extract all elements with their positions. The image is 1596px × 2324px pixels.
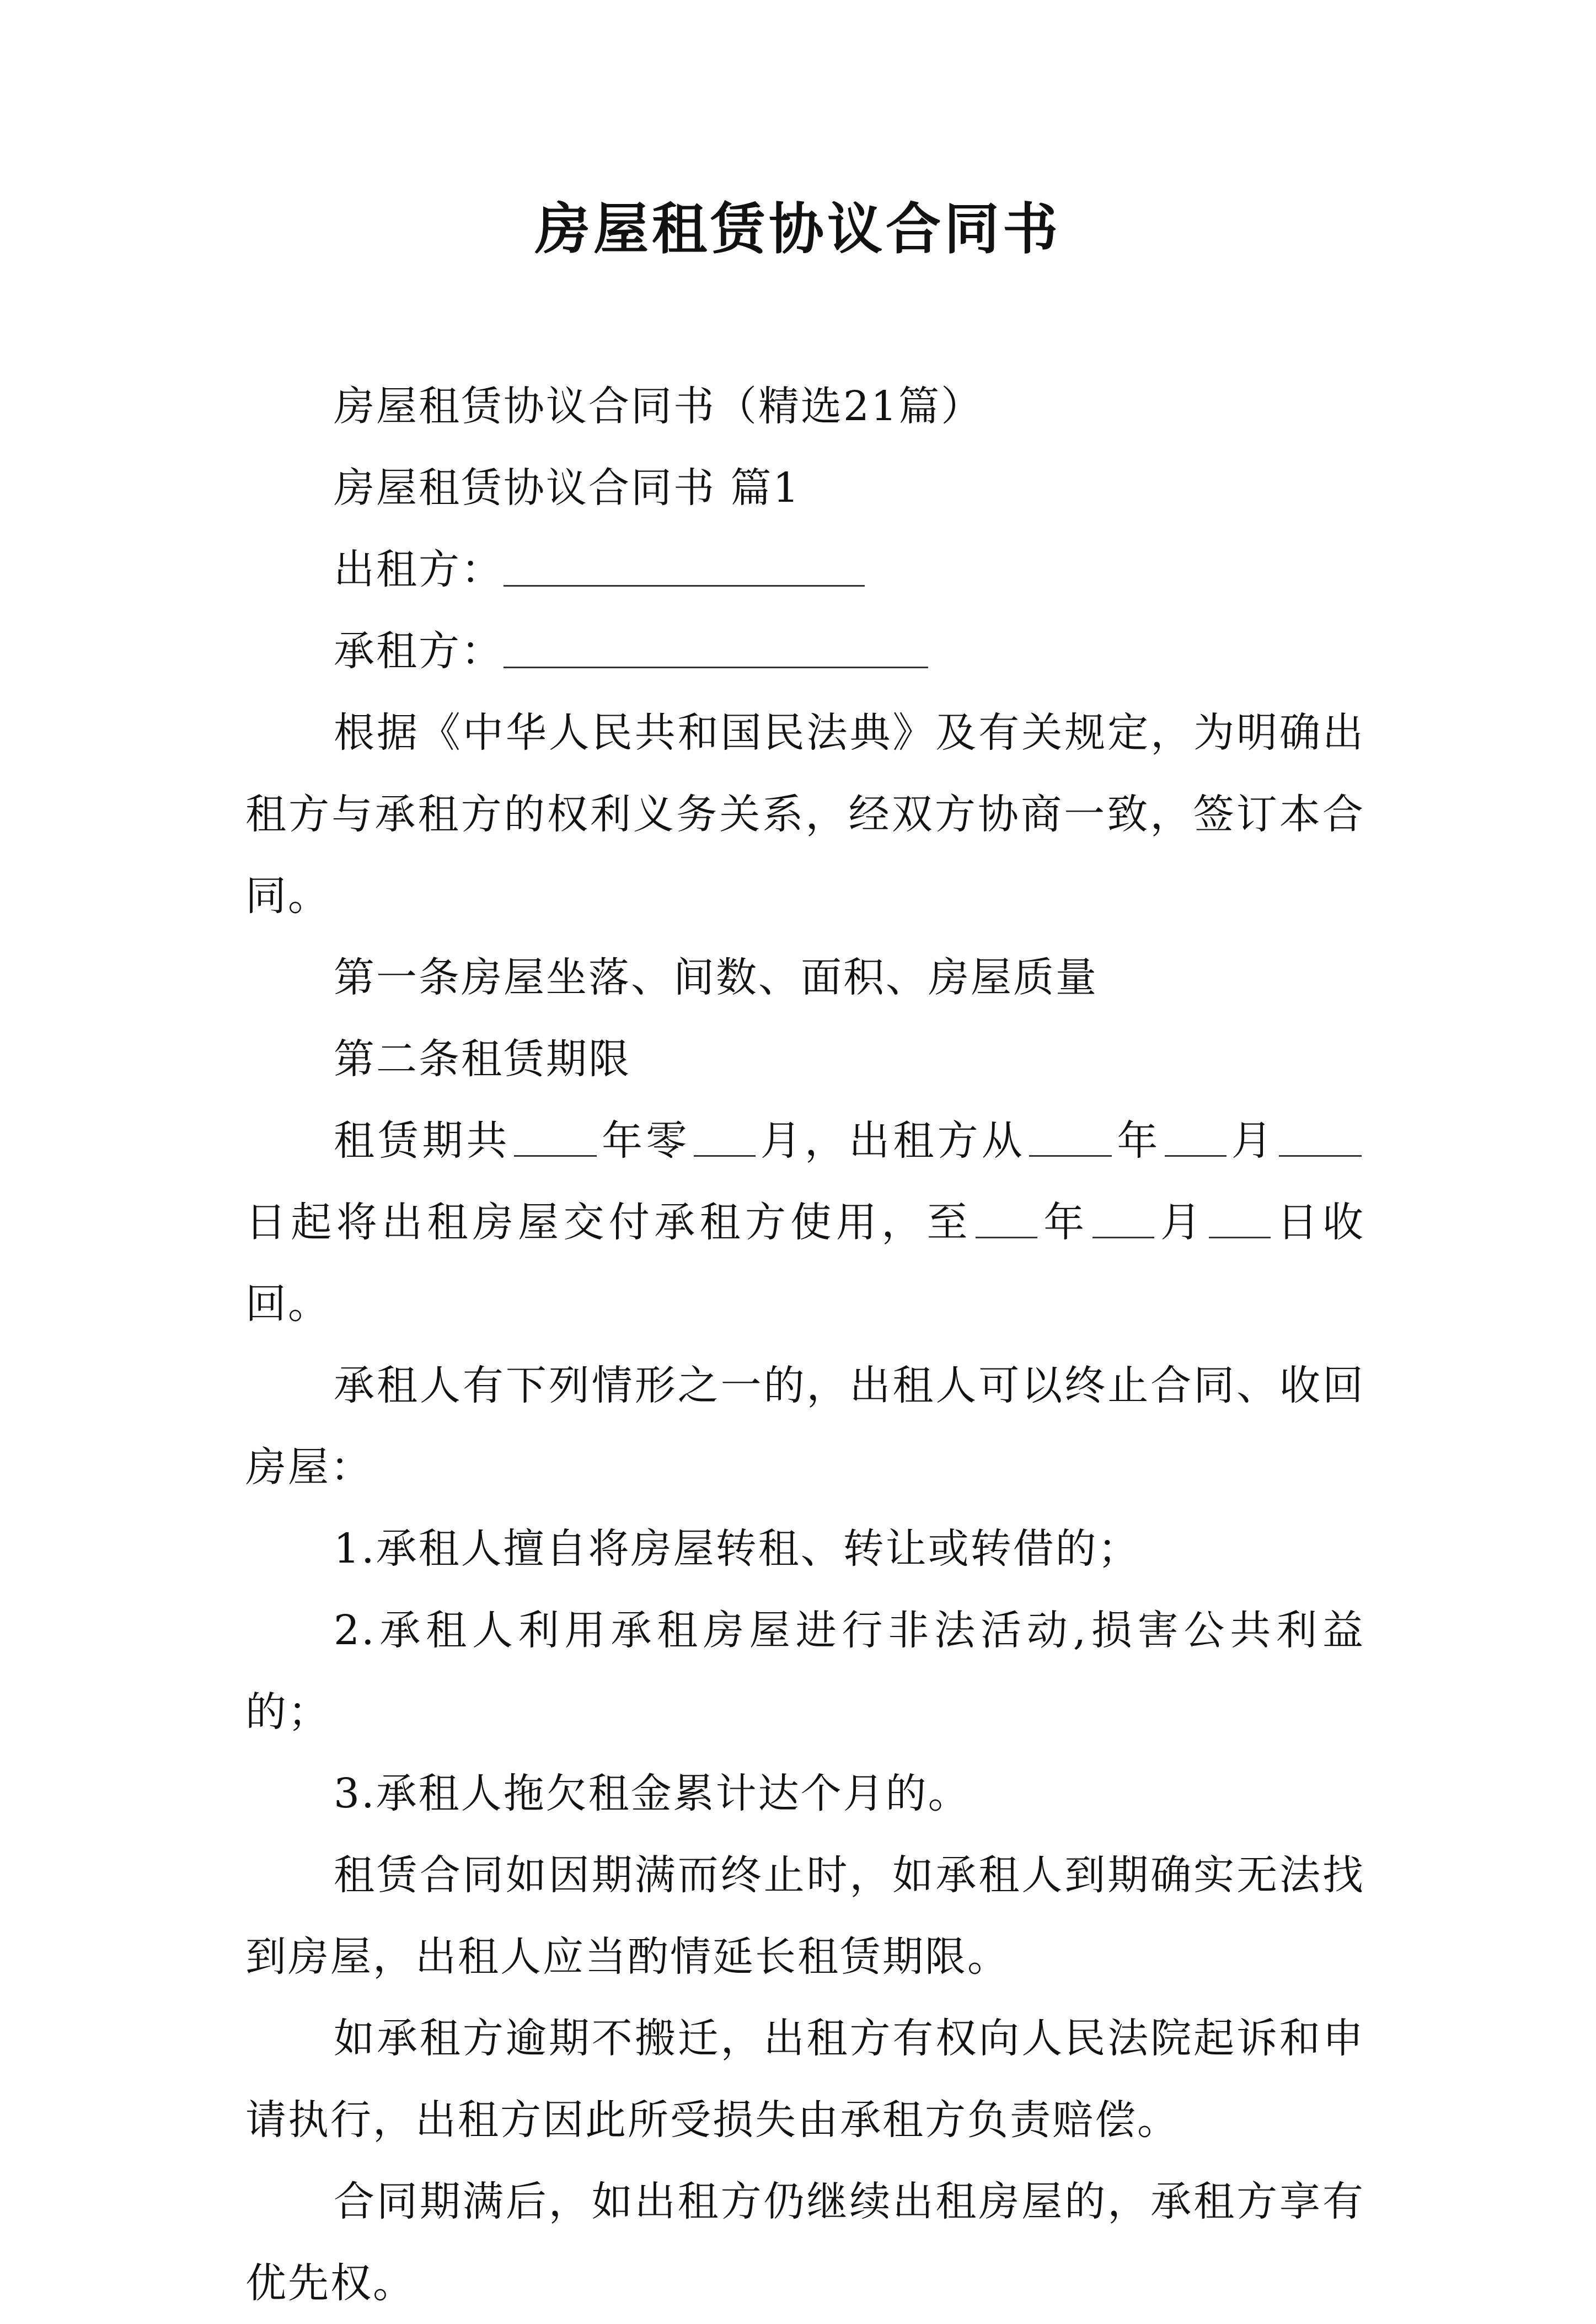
termination-item-2: 2.承租人利用承租房屋进行非法活动,损害公共利益的； <box>245 1607 1365 1736</box>
lease-term-text: 月，出租方从 <box>758 1117 1026 1164</box>
lease-term-text: 月 <box>1157 1199 1206 1246</box>
blank-end-month <box>1092 1200 1154 1238</box>
blank-months <box>694 1119 756 1157</box>
lessor-line <box>245 529 1365 610</box>
blank-start-year <box>1029 1119 1112 1157</box>
document-body <box>245 366 1365 2324</box>
termination-item-1: 1.承租人擅自将房屋转租、转让或转借的； <box>334 1525 1140 1572</box>
lessee-line <box>245 610 1365 692</box>
termination-intro: 承租人有下列情形之一的，出租人可以终止合同、收回房屋： <box>245 1362 1365 1491</box>
overdue-paragraph: 如承租方逾期不搬迁，出租方有权向人民法院起诉和申请执行，出租方因此所受损失由承租方负责赔偿。 <box>245 2015 1365 2144</box>
blank-end-year <box>976 1200 1037 1238</box>
document-title: 房屋租赁协议合同书 <box>535 196 1061 261</box>
blank-end-day <box>1209 1200 1271 1238</box>
expiry-paragraph: 租赁合同如因期满而终止时，如承租人到期确实无法找到房屋，出租人应当酌情延长租赁期限。 <box>245 1851 1365 1981</box>
termination-item-3: 3.承租人拖欠租金累计达个月的。 <box>334 1770 971 1817</box>
blank-years <box>514 1119 597 1157</box>
lease-term-text: 租赁期共 <box>334 1117 511 1164</box>
priority-paragraph: 合同期满后，如出租方仍继续出租房屋的，承租方享有优先权。 <box>245 2178 1365 2307</box>
blank-start-month <box>1165 1119 1227 1157</box>
lease-term-text: 年 <box>1115 1117 1161 1164</box>
lease-term-paragraph <box>245 1100 1365 1345</box>
blank-start-day <box>1279 1119 1362 1157</box>
lessee-blank <box>504 628 928 668</box>
article-two-heading: 第二条租赁期限 <box>334 1035 631 1083</box>
lease-term-text: 日起将出租房屋交付承租方使用，至 <box>245 1199 972 1246</box>
lease-term-text: 年 <box>1040 1199 1089 1246</box>
section-heading: 房屋租赁协议合同书 篇1 <box>334 464 801 512</box>
lease-term-text: 日收回。 <box>245 1199 1365 1328</box>
lessor-label: 出租方： <box>334 546 504 593</box>
lease-term-text: 月 <box>1229 1117 1276 1164</box>
lessor-blank <box>504 546 865 587</box>
intro-paragraph: 根据《中华人民共和国民法典》及有关规定，为明确出租方与承租方的权利义务关系，经双方协商一致，签订本合同。 <box>245 709 1365 920</box>
article-one-heading: 第一条房屋坐落、间数、面积、房屋质量 <box>334 954 1098 1001</box>
lease-term-text: 年零 <box>599 1117 690 1164</box>
document-subtitle: 房屋租赁协议合同书（精选21篇） <box>334 383 984 430</box>
lessee-label: 承租方： <box>334 627 504 675</box>
